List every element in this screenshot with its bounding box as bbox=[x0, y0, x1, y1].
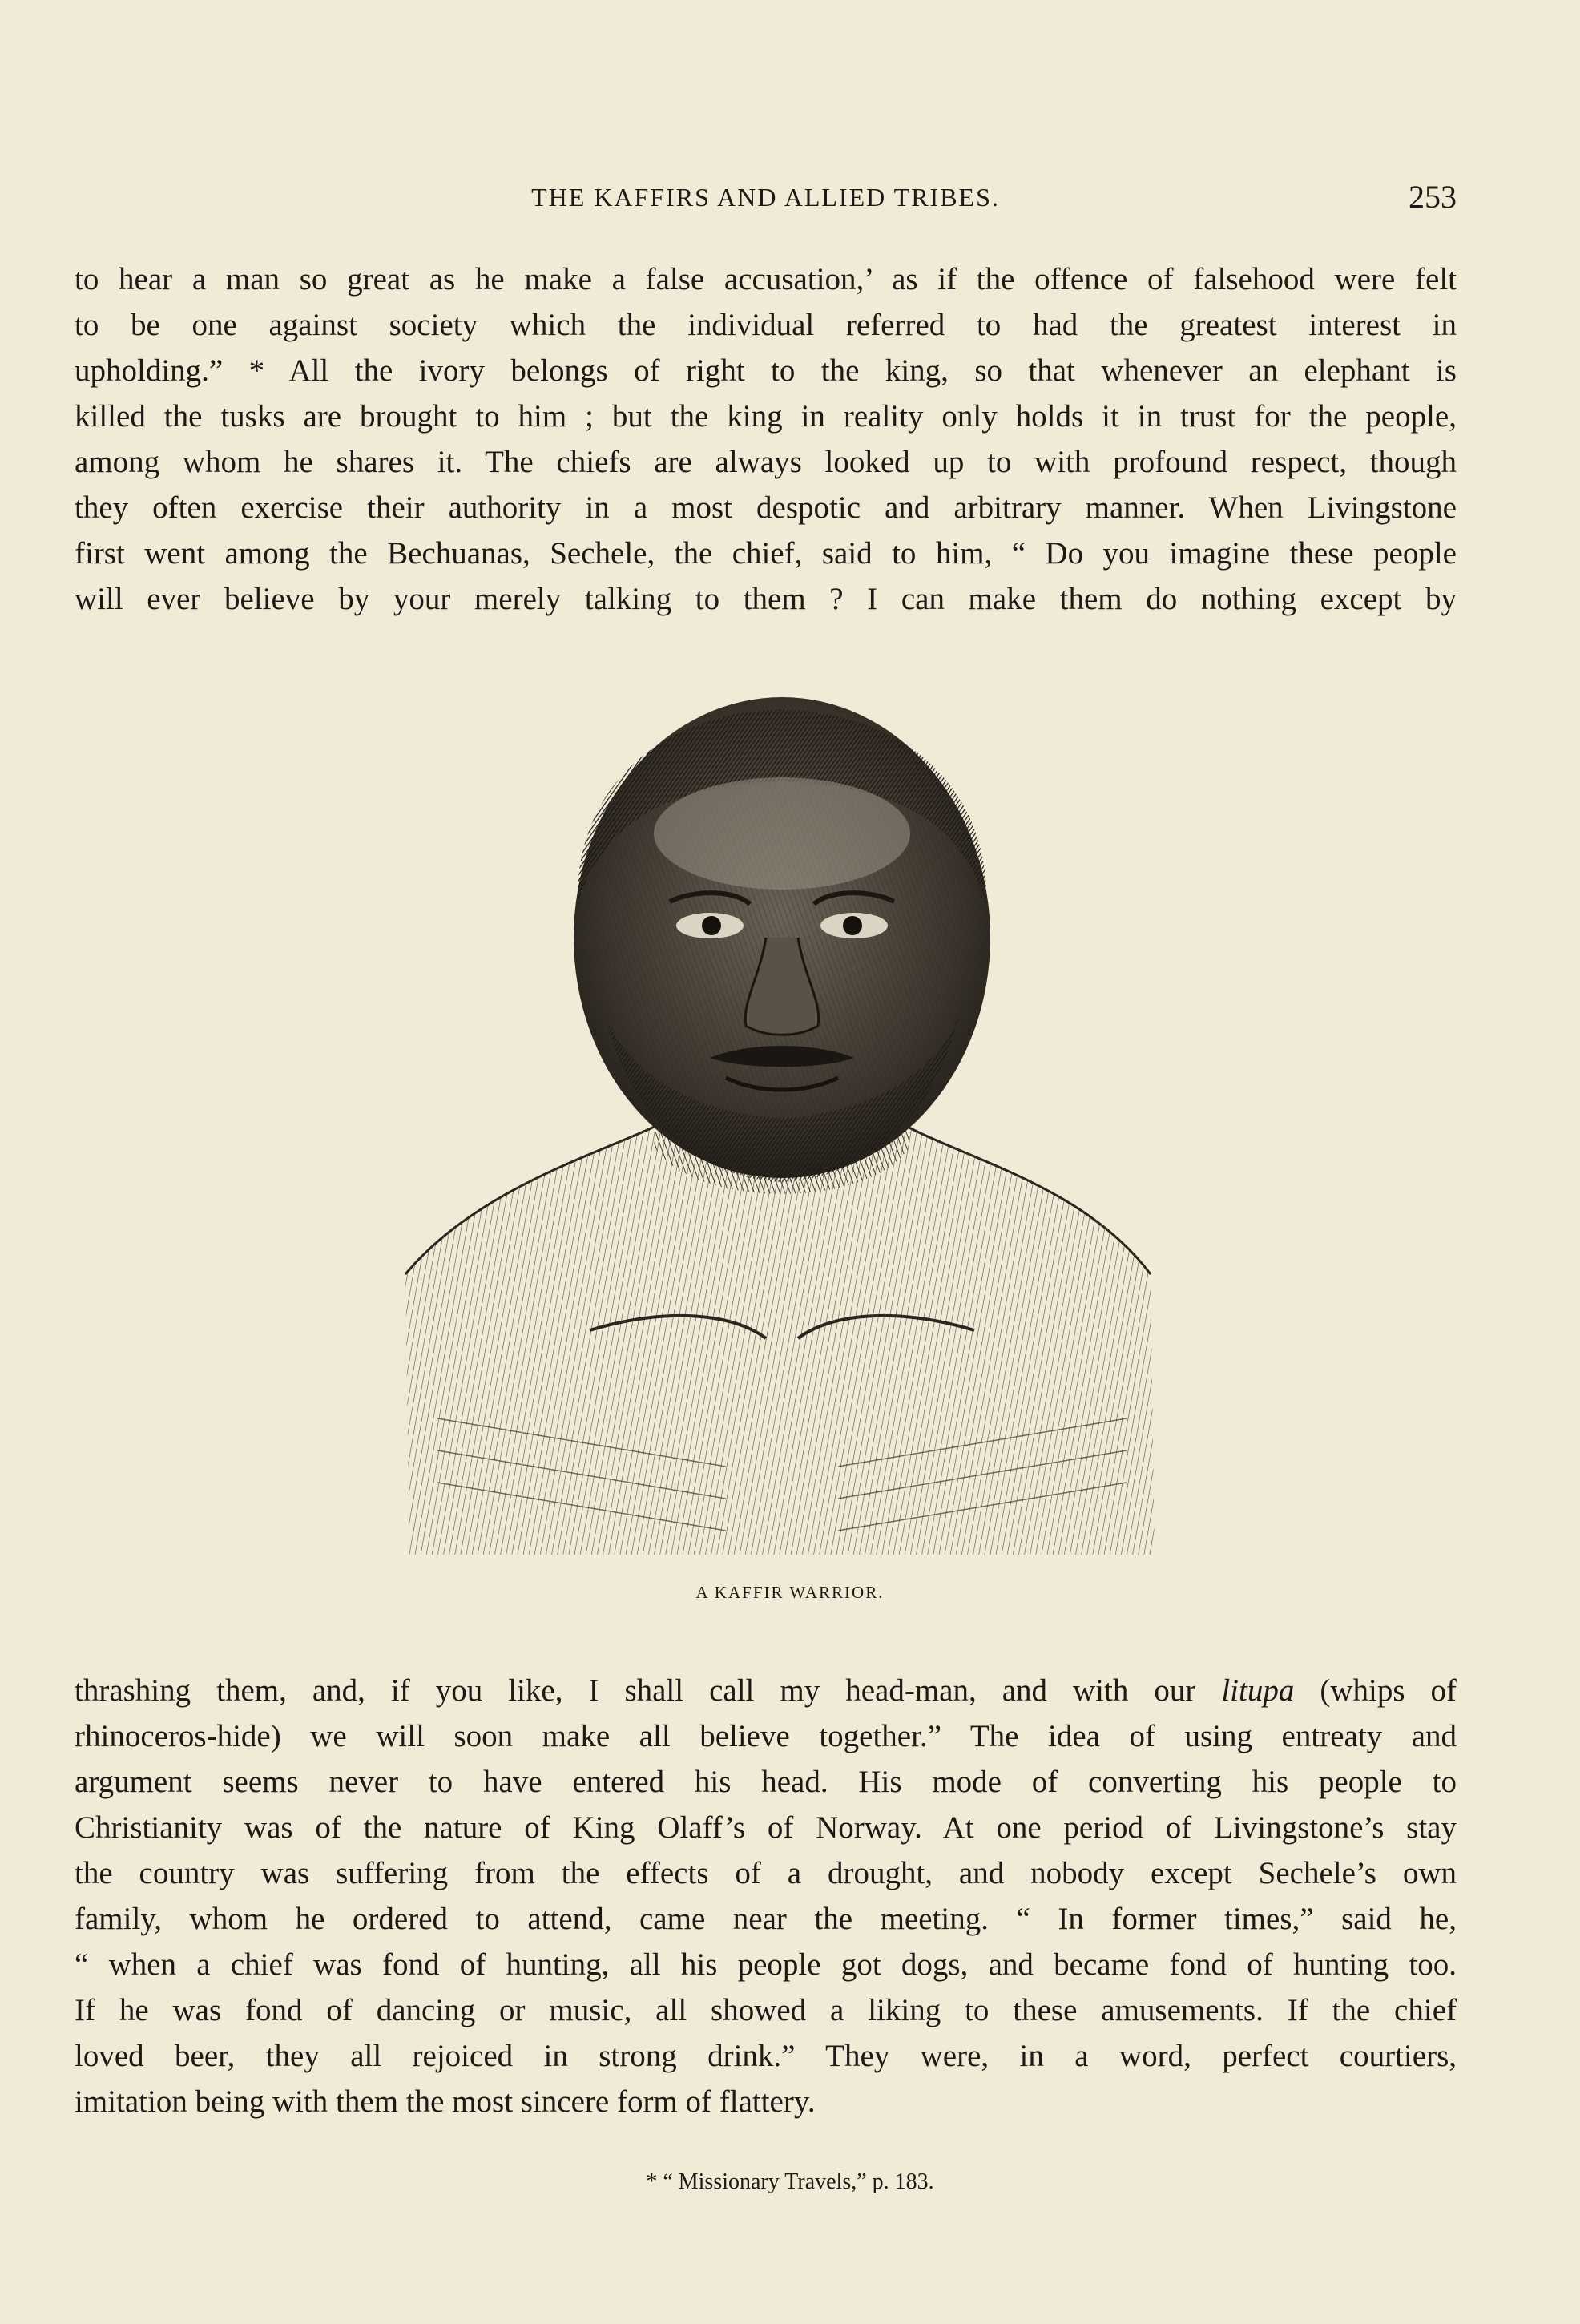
text-line: killed the tusks are brought to him ; but the king in reality only holds it in trust for the people, bbox=[75, 399, 1457, 434]
text-line: “ when a chief was fond of hunting, all his people got dogs, and became fond of hunting too. bbox=[75, 1947, 1457, 1982]
text-line: family, whom he ordered to attend, came near the meeting. “ In former times,” said he, bbox=[75, 1902, 1457, 1936]
page-number: 253 bbox=[1409, 179, 1457, 215]
text-line: imitation being with them the most sincere form of flattery. bbox=[75, 2084, 816, 2119]
text-line: they often exercise their authority in a most despotic and arbitrary manner. When Livingstone bbox=[75, 490, 1457, 525]
text-line: rhinoceros-hide) we will soon make all believe together.” The idea of using entreaty and bbox=[75, 1719, 1457, 1753]
text-line: the country was suffering from the effects of a drought, and nobody except Sechele’s own bbox=[75, 1856, 1457, 1890]
text-line: to hear a man so great as he make a false accusation,’ as if the offence of falsehood were felt bbox=[75, 262, 1457, 297]
text-line: to be one against society which the individual referred to had the greatest interest in bbox=[75, 308, 1457, 342]
text-line: loved beer, they all rejoiced in strong drink.” They were, in a word, perfect courtiers, bbox=[75, 2039, 1457, 2073]
warrior-engraving bbox=[389, 697, 1171, 1571]
text-line: argument seems never to have entered his head. His mode of converting his people to bbox=[75, 1765, 1457, 1799]
text-line: first went among the Bechuanas, Sechele, the chief, said to him, “ Do you imagine these people bbox=[75, 536, 1457, 571]
paragraph-bottom bbox=[75, 1668, 1457, 2124]
text-segment: (whips of bbox=[1320, 1673, 1457, 1708]
text-line: If he was fond of dancing or music, all showed a liking to these amusements. If the chief bbox=[75, 1993, 1457, 2027]
italic-term: litupa bbox=[1221, 1673, 1295, 1708]
running-title: THE KAFFIRS AND ALLIED TRIBES. bbox=[531, 183, 1000, 212]
footnote: * “ Missionary Travels,” p. 183. bbox=[646, 2169, 934, 2194]
text-line: will ever believe by your merely talking to them ? I can make them do nothing except by bbox=[75, 582, 1457, 616]
paragraph-top bbox=[75, 256, 1457, 622]
text-line: upholding.” * All the ivory belongs of right to the king, so that whenever an elephant is bbox=[75, 353, 1457, 388]
text-line: Christianity was of the nature of King Olaff’s of Norway. At one period of Livingstone’s stay bbox=[75, 1810, 1457, 1845]
running-head bbox=[75, 178, 1457, 218]
text-line: among whom he shares it. The chiefs are always looked up to with profound respect, though bbox=[75, 445, 1457, 479]
text-segment: thrashing them, and, if you like, I shall call my head-man, and with our bbox=[75, 1673, 1196, 1708]
engraving-portrait bbox=[389, 697, 1171, 1571]
figure-caption: A KAFFIR WARRIOR. bbox=[695, 1583, 885, 1602]
text-line bbox=[75, 1668, 1457, 1713]
